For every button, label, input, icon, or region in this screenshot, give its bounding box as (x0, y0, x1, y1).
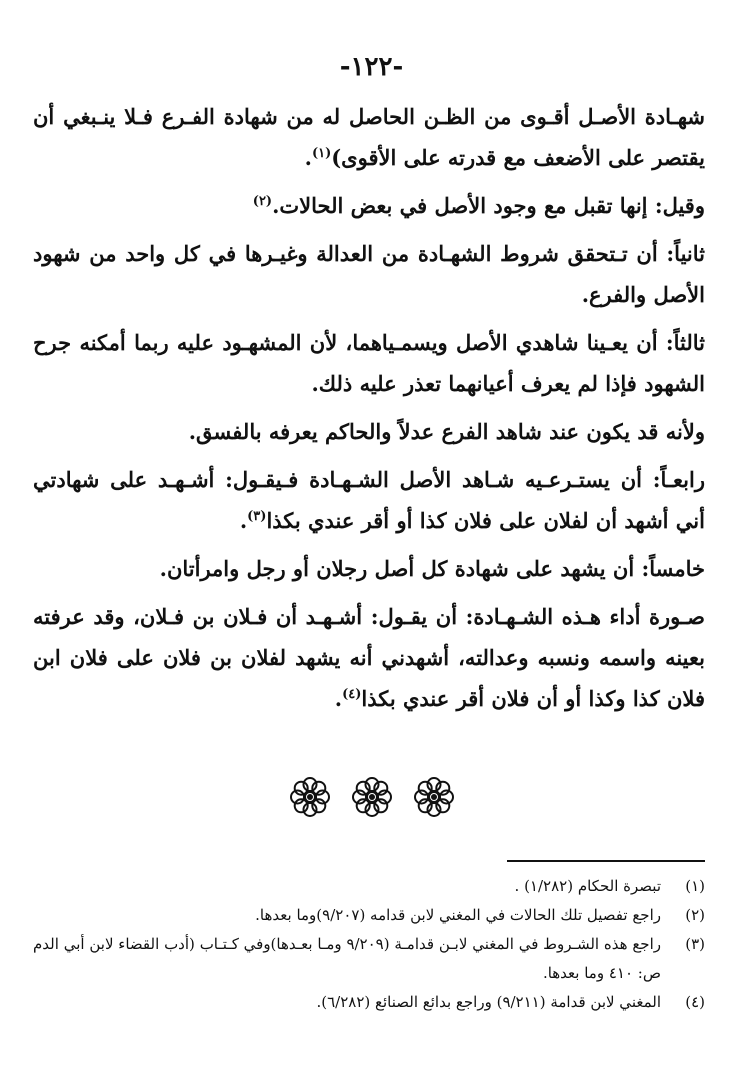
flower-ornament-icon (413, 776, 455, 818)
paragraph-text: ولأنه قد يكون عند شاهد الفرع عدلاً والحاكم يعرفه بالفسق. (188, 419, 705, 444)
paragraph (33, 411, 705, 452)
section-divider-ornaments (0, 776, 743, 818)
paragraph-text: شهـادة الأصـل أقـوى من الظـن الحاصل له من شهادة الفـرع فـلا ينـبغي أن يقتصر على الأضعف مع قدرته على الأقوى) (33, 104, 705, 170)
paragraph (33, 322, 705, 404)
paragraph-text: ثانياً: أن تـتحقق شروط الشهـادة من العدالة وغيـرها في كل واحد من شهود الأصل والفرع. (33, 241, 705, 307)
footnote-text: راجع تفصيل تلك الحالات في المغني لابن قدامه (٩/٢٠٧)وما بعدها. (255, 906, 661, 924)
footnote (33, 930, 705, 988)
paragraph (33, 548, 705, 589)
paragraph (33, 459, 705, 541)
paragraph-tail: . (334, 686, 343, 711)
paragraph-text: وقيل: إنها تقبل مع وجود الأصل في بعض الحالات. (272, 193, 705, 218)
footnote-number: (٤) (685, 993, 705, 1011)
paragraph (33, 596, 705, 719)
paragraph-text: ثالثاً: أن يعـينا شاهدي الأصل ويسمـياهما، لأن المشهـود عليه ربما أمكنه جرح الشهود فإذا لم يعرف أعيانهما تعذر عليه ذلك. (33, 330, 705, 396)
main-text (33, 96, 705, 726)
page-number: -١٢٢- (339, 52, 404, 82)
footnote (33, 872, 705, 901)
footnote-separator (507, 860, 705, 862)
paragraph-text: خامساً: أن يشهد على شهادة كل أصل رجلان أو رجل وامرأتان. (159, 556, 705, 581)
footnote-text: راجع هذه الشـروط في المغني لابـن قدامـة (٩/٢٠٩ ومـا بعـدها)وفي كـتـاب (أدب القضاء لابن أبي الدم ص: ٤١٠ وما بعدها. (33, 935, 661, 982)
footnote-number: (٢) (685, 906, 705, 924)
footnote-number: (١) (685, 877, 705, 895)
paragraph-text: صـورة أداء هـذه الشـهـادة: أن يقـول: أشـهـد أن فـلان بن فـلان، وقد عرفته بعينه واسمه ونسبه وعدالته، أشهدني أنه يشهد لفلان بن فلان على فلان ابن فلان كذا وكذا أو أن فلان أقر عندي بكذا (33, 604, 705, 711)
paragraph-tail: . (239, 508, 248, 533)
footnote-ref: (٢) (252, 194, 273, 209)
footnote-text: المغني لابن قدامة (٩/٢١١) وراجع بدائع الصنائع (٦/٢٨٢). (316, 993, 661, 1011)
footnotes (33, 872, 705, 1017)
paragraph-tail: . (304, 145, 312, 170)
flower-ornament-icon (351, 776, 393, 818)
paragraph (33, 233, 705, 315)
footnote-text: تبصرة الحكام (١/٢٨٢) . (514, 877, 661, 895)
footnote-ref: (٤) (342, 687, 362, 702)
footnote-number: (٣) (685, 935, 705, 953)
footnote-ref: (٣) (247, 509, 267, 524)
footnote (33, 988, 705, 1017)
paragraph-text: رابعـاً: أن يستـرعـيه شـاهد الأصل الشـهـادة فـيقـول: أشـهـد على شهادتي أني أشهد أن لفلان على فلان كذا أو أقر عندي بكذا (33, 467, 705, 533)
paragraph (33, 185, 705, 226)
footnote-ref: (١) (311, 146, 332, 161)
footnote (33, 901, 705, 930)
paragraph (33, 96, 705, 178)
flower-ornament-icon (289, 776, 331, 818)
